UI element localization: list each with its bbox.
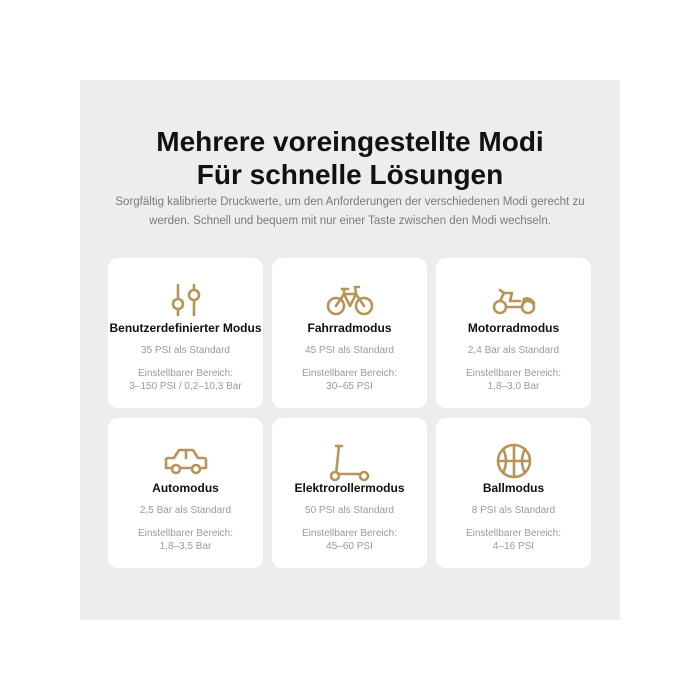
mode-range-label: Einstellbarer Bereich: bbox=[465, 528, 562, 539]
mode-name: Motorradmodus bbox=[467, 321, 560, 335]
mode-range: 1,8–3,5 Bar bbox=[159, 541, 212, 552]
description bbox=[100, 193, 600, 231]
mode-standard: 8 PSI als Standard bbox=[471, 505, 556, 516]
mode-range: 30–65 PSI bbox=[326, 381, 373, 392]
mode-standard: 45 PSI als Standard bbox=[305, 345, 394, 356]
mode-standard: 50 PSI als Standard bbox=[305, 505, 394, 516]
mode-range-label: Einstellbarer Bereich: bbox=[301, 528, 398, 539]
description-line-2: werden. Schnell und bequem mit nur einer Taste zwischen den Modi wechseln. bbox=[149, 215, 551, 227]
mode-standard: 35 PSI als Standard bbox=[141, 345, 230, 356]
mode-card-motorcycle bbox=[436, 258, 591, 408]
car-icon bbox=[108, 442, 263, 482]
mode-range-label: Einstellbarer Bereich: bbox=[137, 528, 234, 539]
mode-card-bicycle bbox=[272, 258, 427, 408]
mode-card-ball bbox=[436, 418, 591, 568]
mode-name: Ballmodus bbox=[482, 481, 545, 495]
mode-range: 45–60 PSI bbox=[326, 541, 373, 552]
mode-card-car bbox=[108, 418, 263, 568]
ball-icon bbox=[436, 442, 591, 482]
mode-card-scooter bbox=[272, 418, 427, 568]
description-line-1: Sorgfältig kalibrierte Druckwerte, um den Anforderungen der verschiedenen Modi gerecht zu bbox=[115, 196, 585, 208]
motorcycle-icon bbox=[436, 282, 591, 322]
mode-card-custom bbox=[108, 258, 263, 408]
title-line-1: Mehrere voreingestellte Modi bbox=[156, 126, 544, 157]
mode-name: Benutzerdefinierter Modus bbox=[109, 321, 262, 335]
mode-name: Automodus bbox=[152, 481, 219, 495]
mode-standard: 2,5 Bar als Standard bbox=[139, 505, 232, 516]
mode-range-label: Einstellbarer Bereich: bbox=[301, 368, 398, 379]
mode-range: 1,8–3,0 Bar bbox=[487, 381, 540, 392]
sliders-icon bbox=[108, 282, 263, 322]
mode-name: Elektrorollermodus bbox=[294, 481, 405, 495]
bicycle-icon bbox=[272, 282, 427, 322]
mode-range-label: Einstellbarer Bereich: bbox=[465, 368, 562, 379]
mode-range: 4–16 PSI bbox=[492, 541, 535, 552]
title-line-2: Für schnelle Lösungen bbox=[196, 159, 504, 190]
page-title bbox=[0, 125, 700, 191]
mode-name: Fahrradmodus bbox=[307, 321, 392, 335]
scooter-icon bbox=[272, 442, 427, 482]
mode-standard: 2,4 Bar als Standard bbox=[467, 345, 560, 356]
mode-range-label: Einstellbarer Bereich: bbox=[137, 368, 234, 379]
mode-range: 3–150 PSI / 0,2–10,3 Bar bbox=[129, 381, 242, 392]
